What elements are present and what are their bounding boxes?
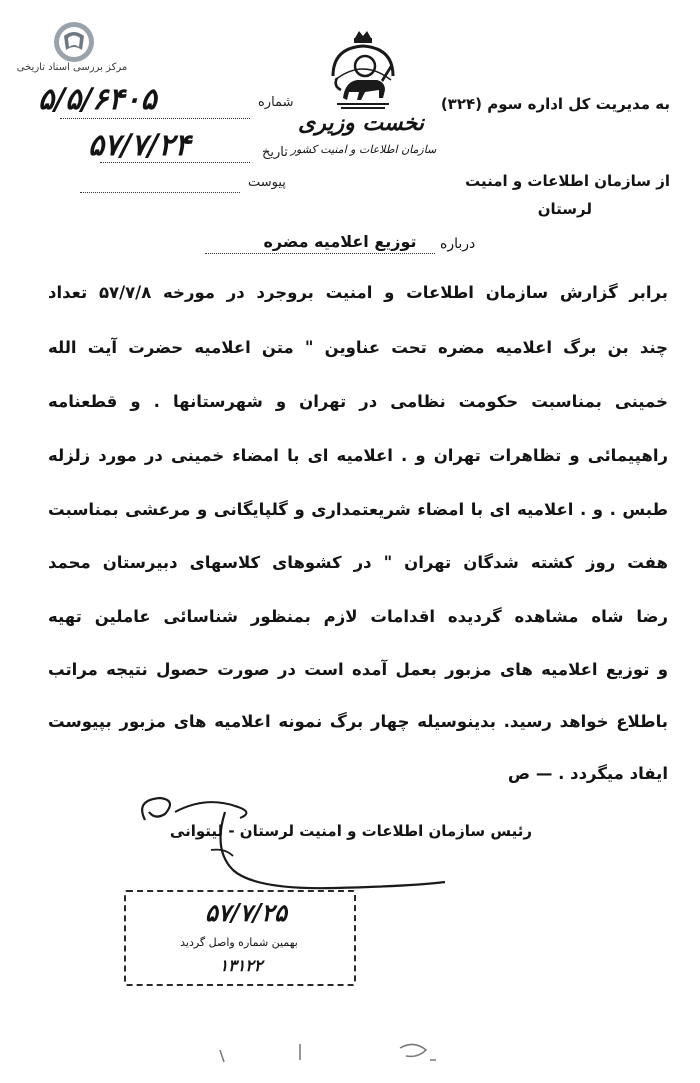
- watermark-text: مرکز بررسی اسناد تاریخی: [16, 62, 128, 73]
- attachment-dotted-line: [80, 192, 240, 193]
- stamp-number: ۵۷/۷/۲۵: [205, 898, 287, 927]
- handwritten-signature: [115, 790, 455, 900]
- body-line: هفت روز کشته شدگان تهران " در کشوهای کلاسهای دبیرستان محمد: [48, 553, 668, 572]
- body-line: برابر گزارش سازمان اطلاعات و امنیت بروجرد در مورخه ۵۷/۷/۸ تعداد: [48, 283, 668, 302]
- body-last-line: ایفاد میگردد . — ص: [507, 764, 668, 783]
- province: لرستان: [537, 200, 592, 218]
- date-value: ۵۷/۷/۲۴: [88, 128, 191, 163]
- body-line: رضا شاه مشاهده گردیده اقدامات لازم بمنظور شناسائی عاملین تهیه: [48, 607, 668, 626]
- lion-and-sun-emblem-icon: [325, 28, 401, 114]
- signoff: رئیس سازمان اطلاعات و امنیت لرستان - لیتوانی: [169, 822, 532, 840]
- number-label: شماره: [258, 95, 294, 110]
- body-line: خمینی بمناسبت حکومت نظامی در تهران و شهرستانها . و قطعنامه: [48, 392, 668, 411]
- subject-label: درباره: [440, 236, 476, 252]
- stamp-number-2: ۱۳۱۲۲: [219, 956, 263, 975]
- date-label: تاریخ: [262, 145, 288, 160]
- ministry-title: نخست وزیری: [298, 110, 424, 136]
- body-line: و توزیع اعلامیه های مزبور بعمل آمده است در صورت حصول نتیجه مراتب: [48, 660, 668, 679]
- body-line: راهپیمائی و تظاهرات تهران و . اعلامیه ای با امضاء خمینی در مورد زلزله: [48, 446, 668, 465]
- ministry-subtitle: سازمان اطلاعات و امنیت کشور: [290, 143, 437, 156]
- stamp-text: بهمین شماره واصل گردید: [180, 936, 298, 949]
- body-line: باطلاع خواهد رسید. بدینوسیله چهار برگ نمونه اعلامیه های مزبور بپیوست: [48, 712, 668, 731]
- receipt-stamp: [124, 890, 356, 986]
- body-line: طبس . و . اعلامیه ای با امضاء شریعتمداری و گلپایگانی و مرعشی بمناسبت: [48, 500, 668, 519]
- subject-dotted-line: [205, 253, 435, 254]
- archive-circle-logo-icon: [52, 20, 96, 64]
- body-line: چند بن برگ اعلامیه مضره تحت عناوین " متن اعلامیه حضرت آیت الله: [48, 338, 668, 357]
- number-dotted-line: [60, 118, 250, 119]
- sender-line: از سازمان اطلاعات و امنیت: [465, 172, 670, 190]
- addressee: به مدیریت کل اداره سوم (۳۲۴): [440, 95, 670, 113]
- number-value: ۵/۵/۶۴۰۵: [38, 82, 157, 117]
- faint-bottom-marks: [200, 1030, 480, 1070]
- attachment-label: پیوست: [248, 175, 286, 190]
- subject-value: توزیع اعلامیه مضره: [263, 232, 417, 251]
